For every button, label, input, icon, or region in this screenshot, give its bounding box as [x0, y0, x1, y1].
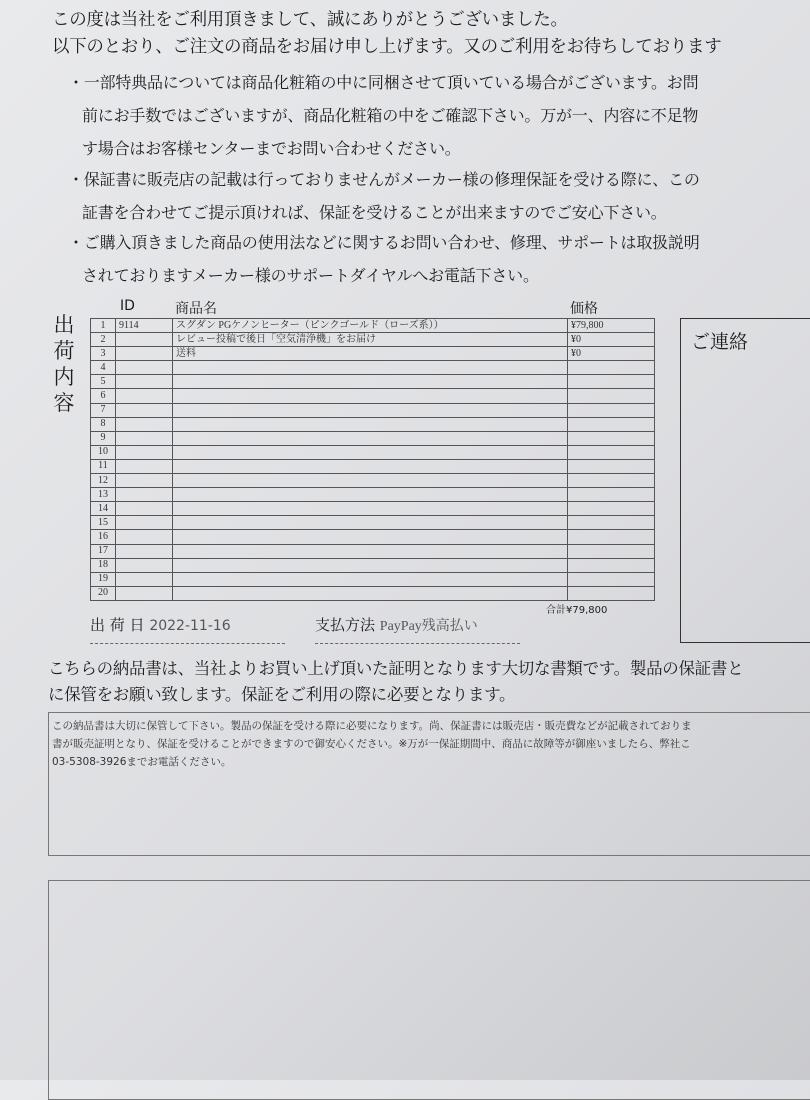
contact-box [680, 318, 810, 643]
table-row [91, 572, 655, 586]
col-header-name: 商品名 [175, 301, 217, 317]
bullet-line: ・ご購入頂きました商品の使用法などに関するお問い合わせ、修理、サポートは取扱説明 [68, 233, 700, 252]
table-row [91, 488, 655, 502]
row-number: 3 [91, 347, 116, 361]
item-id [116, 558, 173, 572]
footer-line: こちらの納品書は、当社よりお買い上げ頂いた証明となります大切な書類です。製品の保証書と [48, 659, 744, 678]
item-price [568, 361, 655, 375]
item-price: ¥0 [568, 347, 655, 361]
row-number: 9 [91, 431, 116, 445]
bullet-line: す場合はお客様センターまでお問い合わせください。 [82, 139, 461, 158]
item-name [173, 459, 568, 473]
row-number: 17 [91, 544, 116, 558]
item-id [116, 586, 173, 600]
item-price: ¥79,800 [568, 319, 655, 333]
item-price [568, 586, 655, 600]
footer-line: に保管をお願い致します。保証をご利用の際に必要となります。 [48, 685, 516, 704]
item-name [173, 572, 568, 586]
item-id [116, 516, 173, 530]
table-row [91, 403, 655, 417]
contact-label: ご連絡 [691, 331, 749, 353]
item-price [568, 459, 655, 473]
row-number: 10 [91, 445, 116, 459]
table-row [91, 474, 655, 488]
item-price [568, 488, 655, 502]
item-name [173, 502, 568, 516]
row-number: 2 [91, 333, 116, 347]
row-number: 18 [91, 558, 116, 572]
row-number: 5 [91, 375, 116, 389]
table-row [91, 586, 655, 600]
item-id [116, 403, 173, 417]
item-id [116, 445, 173, 459]
item-price [568, 558, 655, 572]
item-price [568, 544, 655, 558]
item-price [568, 530, 655, 544]
item-price [568, 389, 655, 403]
item-id [116, 375, 173, 389]
item-name [173, 544, 568, 558]
item-id [116, 530, 173, 544]
row-number: 15 [91, 516, 116, 530]
item-name [173, 488, 568, 502]
notice-box [48, 712, 810, 856]
item-name [173, 389, 568, 403]
row-number: 6 [91, 389, 116, 403]
item-id [116, 474, 173, 488]
table-row [91, 530, 655, 544]
payment-label: 支払方法 [315, 616, 376, 634]
item-id [116, 417, 173, 431]
item-price [568, 572, 655, 586]
item-id [116, 459, 173, 473]
item-price [568, 474, 655, 488]
item-id [116, 361, 173, 375]
item-id [116, 347, 173, 361]
bullet-line: ・一部特典品については商品化粧箱の中に同梱させて頂いている場合がございます。お問 [68, 73, 699, 92]
table-row [91, 375, 655, 389]
item-name [173, 586, 568, 600]
item-id [116, 544, 173, 558]
shipment-side-label: 出荷内容 [53, 313, 75, 415]
item-name [173, 417, 568, 431]
notice-bullet [68, 226, 700, 292]
table-row [91, 361, 655, 375]
item-name [173, 361, 568, 375]
table-row [91, 516, 655, 530]
table-row [91, 347, 655, 361]
notice-line: 03-5308-3926までお電話ください。 [52, 756, 232, 768]
item-id [116, 572, 173, 586]
row-number: 16 [91, 530, 116, 544]
item-id [116, 431, 173, 445]
table-row [91, 333, 655, 347]
table-row [91, 319, 655, 333]
item-price: ¥0 [568, 333, 655, 347]
item-price [568, 502, 655, 516]
ship-date-field [90, 614, 285, 644]
shipment-table [90, 318, 655, 601]
table-row [91, 502, 655, 516]
item-id [116, 502, 173, 516]
item-name [173, 431, 568, 445]
ship-date-value: 2022-11-16 [149, 618, 231, 634]
col-header-id: ID [120, 298, 135, 314]
item-price [568, 431, 655, 445]
item-name: 送料 [173, 347, 568, 361]
total-label: 合計 [546, 605, 566, 616]
payment-field [315, 614, 520, 644]
table-row [91, 417, 655, 431]
item-name [173, 558, 568, 572]
item-price [568, 516, 655, 530]
item-name [173, 530, 568, 544]
item-name [173, 375, 568, 389]
notice-bullet [68, 66, 698, 165]
item-id [116, 333, 173, 347]
row-number: 20 [91, 586, 116, 600]
table-row [91, 389, 655, 403]
intro-line: この度は当社をご利用頂きまして、誠にありがとうございました。 [52, 10, 568, 30]
bullet-line: 証書を合わせてご提示頂ければ、保証を受けることが出来ますのでご安心下さい。 [82, 203, 667, 222]
item-name [173, 516, 568, 530]
payment-value: PayPay残高払い [379, 619, 478, 634]
table-row [91, 445, 655, 459]
intro-line: 以下のとおり、ご注文の商品をお届け申し上げます。又のご利用をお待ちしております [52, 37, 722, 57]
table-row [91, 431, 655, 445]
item-name: レビュー投稿で後日「空気清浄機」をお届け [173, 333, 568, 347]
notice-line: この納品書は大切に保管して下さい。製品の保証を受ける際に必要になります。尚、保証書には販売店・販売費などが記載されておりま [52, 720, 692, 732]
notice-line: 書が販売証明となり、保証を受けることができますので御安心ください。※万が一保証期間中、商品に故障等が御座いましたら、弊社こ [52, 738, 691, 750]
col-header-price: 価格 [570, 301, 598, 317]
row-number: 8 [91, 417, 116, 431]
item-name [173, 403, 568, 417]
item-id: 9114 [116, 319, 173, 333]
total-value: ¥79,800 [566, 605, 608, 616]
row-number: 1 [91, 319, 116, 333]
row-number: 7 [91, 403, 116, 417]
row-number: 11 [91, 459, 116, 473]
table-row [91, 544, 655, 558]
item-name [173, 474, 568, 488]
bullet-line: 前にお手数ではございますが、商品化粧箱の中をご確認下さい。万が一、内容に不足物 [82, 106, 699, 125]
ship-date-label: 出 荷 日 [90, 616, 145, 634]
row-number: 13 [91, 488, 116, 502]
total-row [546, 601, 607, 616]
blank-box [48, 880, 810, 1100]
item-price [568, 403, 655, 417]
notice-bullet [68, 163, 700, 229]
row-number: 14 [91, 502, 116, 516]
row-number: 19 [91, 572, 116, 586]
table-row [91, 558, 655, 572]
item-price [568, 375, 655, 389]
item-price [568, 445, 655, 459]
item-name: スグダン PGケノンヒーター（ピンクゴールド（ローズ系）） [173, 319, 568, 333]
row-number: 4 [91, 361, 116, 375]
item-id [116, 488, 173, 502]
row-number: 12 [91, 474, 116, 488]
table-row [91, 459, 655, 473]
bullet-line: ・保証書に販売店の記載は行っておりませんがメーカー様の修理保証を受ける際に、この [68, 170, 700, 189]
item-name [173, 445, 568, 459]
item-id [116, 389, 173, 403]
item-price [568, 417, 655, 431]
bullet-line: されておりますメーカー様のサポートダイヤルへお電話下さい。 [82, 266, 539, 285]
